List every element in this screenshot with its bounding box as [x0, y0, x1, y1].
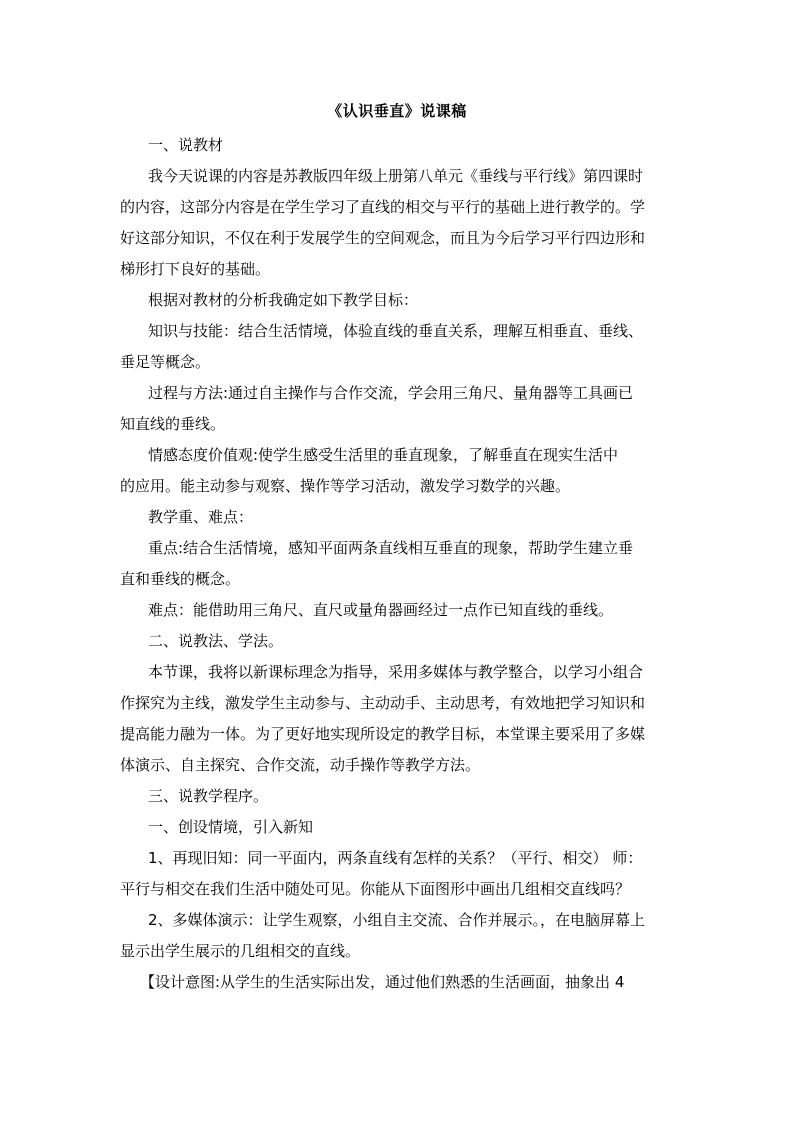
section-heading: 一、说教材 — [148, 136, 224, 154]
paragraph-line: 知直线的垂线。 — [120, 415, 226, 433]
paragraph-line: 直和垂线的概念。 — [120, 570, 241, 588]
paragraph-line: 提高能力融为一体。为了更好地实现所设定的教学目标，本堂课主要采用了多媒 — [120, 725, 646, 743]
paragraph-line: 1、再现旧知：同一平面内，两条直线有怎样的关系？（平行、相交） 师： — [148, 849, 643, 867]
paragraph-line: 显示出学生展示的几组相交的直线。 — [120, 942, 361, 960]
subsection-heading: 一、创设情境，引入新知 — [148, 818, 314, 836]
paragraph-line: 的内容，这部分内容是在学生学习了直线的相交与平行的基础上进行教学的。学 — [120, 198, 646, 216]
paragraph-line: 过程与方法:通过自主操作与合作交流，学会用三角尺、量角器等工具画已 — [148, 384, 634, 402]
section-heading: 二、说教法、学法。 — [148, 632, 284, 650]
paragraph-line: 情感态度价值观:使学生感受生活里的垂直现象，了解垂直在现实生活中 — [148, 446, 619, 464]
paragraph-line: 重点:结合生活情境，感知平面两条直线相互垂直的现象，帮助学生建立垂 — [148, 539, 634, 557]
paragraph-line: 的应用。能主动参与观察、操作等学习活动，激发学习数学的兴趣。 — [120, 477, 571, 495]
paragraph-line: 教学重、难点： — [148, 508, 254, 526]
paragraph-line: 难点：能借助用三角尺、直尺或量角器画经过一点作已知直线的垂线。 — [148, 601, 614, 619]
section-heading: 三、说教学程序。 — [148, 787, 269, 805]
paragraph-line: 本节课，我将以新课标理念为指导，采用多媒体与教学整合，以学习小组合 — [148, 663, 644, 681]
paragraph-line: 根据对教材的分析我确定如下教学目标： — [148, 291, 419, 309]
document-title: 《认识垂直》说课稿 — [327, 102, 467, 120]
paragraph-line: 垂足等概念。 — [120, 353, 211, 371]
paragraph-line: 平行与相交在我们生活中随处可见。你能从下面图形中画出几组相交直线吗？ — [120, 880, 631, 898]
paragraph-line: 好这部分知识，不仅在利于发展学生的空间观念，而且为今后学习平行四边形和 — [120, 229, 646, 247]
paragraph-line: 作探究为主线，激发学生主动参与、主动动手、主动思考，有效地把学习知识和 — [120, 694, 646, 712]
paragraph-line: 【设计意图:从学生的生活实际出发，通过他们熟悉的生活画面，抽象出 4 — [140, 973, 625, 991]
paragraph-line: 体演示、自主探究、合作交流，动手操作等教学方法。 — [120, 756, 481, 774]
paragraph-line: 知识与技能：结合生活情境，体验直线的垂直关系，理解互相垂直、垂线、 — [148, 322, 644, 340]
paragraph-line: 梯形打下良好的基础。 — [120, 260, 271, 278]
paragraph-line: 我今天说课的内容是苏教版四年级上册第八单元《垂线与平行线》第四课时 — [148, 167, 644, 185]
paragraph-line: 2、多媒体演示：让学生观察，小组自主交流、合作并展示。，在电脑屏幕上 — [148, 911, 646, 929]
